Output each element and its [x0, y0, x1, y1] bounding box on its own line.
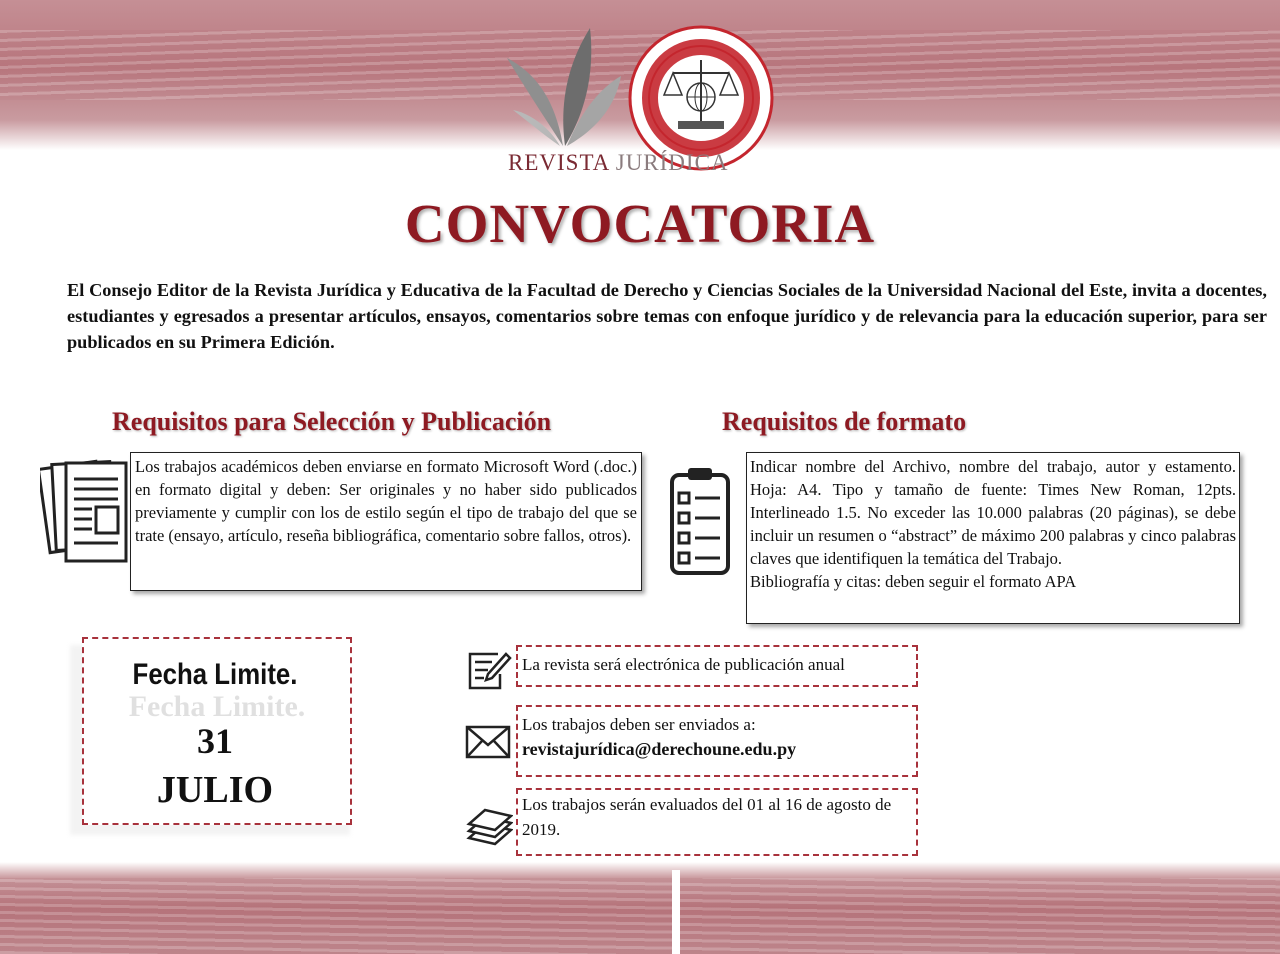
selection-heading: Requisitos para Selección y Publicación	[112, 407, 552, 436]
format-citation: Bibliografía y citas: deben seguir el formato APA	[750, 572, 1077, 591]
intro-paragraph: El Consejo Editor de la Revista Jurídica y Educativa de la Facultad de Derecho y Ciencias Sociales de la Universidad Nacional del Este, invita a docentes, estudiantes y egresados a presentar artículos, ensayos, comentarios sobre temas con enfoque jurídico y de relevancia para la educación superior, para ser publicados en su Primera Edición.	[67, 280, 1267, 352]
envelope-icon	[465, 725, 511, 759]
page-title: CONVOCATORIA	[404, 193, 876, 254]
deadline-day: 31	[197, 721, 233, 761]
brand-secondary: JURÍDICA	[615, 150, 729, 175]
brand-title	[508, 150, 729, 176]
edit-note-icon	[466, 648, 512, 692]
checklist-clipboard-icon	[668, 465, 734, 577]
format-box	[746, 452, 1240, 624]
info-text-1: La revista será electrónica de publicación anual	[522, 655, 845, 674]
selection-text: Los trabajos académicos deben enviarse en formato Microsoft Word (.doc.) en formato digital y deben: Ser originales y no haber sido publicados previamente y cumplir con los de estilo según el tipo de trabajo del que se trate (ensayo, artículo, reseña bibliográfica, comentario sobre fallos, otros).	[135, 457, 637, 545]
bottom-band-gap	[672, 870, 680, 954]
deadline-label-ghost: Fecha Limite.	[128, 690, 306, 723]
info-text-3: Los trabajos serán evaluados del 01 al 16 de agosto de 2019.	[522, 795, 892, 839]
deadline-label: Fecha Limite.	[132, 658, 298, 691]
info-text-2: Los trabajos deben ser enviados a:	[522, 715, 756, 734]
format-heading: Requisitos de formato	[722, 407, 967, 436]
deadline-month: JULIO	[156, 769, 274, 811]
info-email-link[interactable]: revistajurídica@derechoune.edu.py	[522, 739, 797, 759]
paper-stack-icon	[465, 804, 513, 848]
brand-primary: REVISTA	[508, 150, 609, 175]
format-text: Indicar nombre del Archivo, nombre del trabajo, autor y estamento. Hoja: A4. Tipo y tamaño de fuente: Times New Roman, 12pts. Interlineado 1.5. No exceder las 10.000 palabras (20 páginas), se debe incluir un resumen o “abstract” de máximo 200 palabras y cinco palabras claves que identifiquen la temática del Trabajo.	[750, 457, 1236, 568]
documents-icon	[40, 455, 132, 567]
revista-logo-icon	[505, 18, 623, 148]
bottom-band-texture	[0, 878, 1280, 954]
selection-box	[130, 452, 642, 591]
